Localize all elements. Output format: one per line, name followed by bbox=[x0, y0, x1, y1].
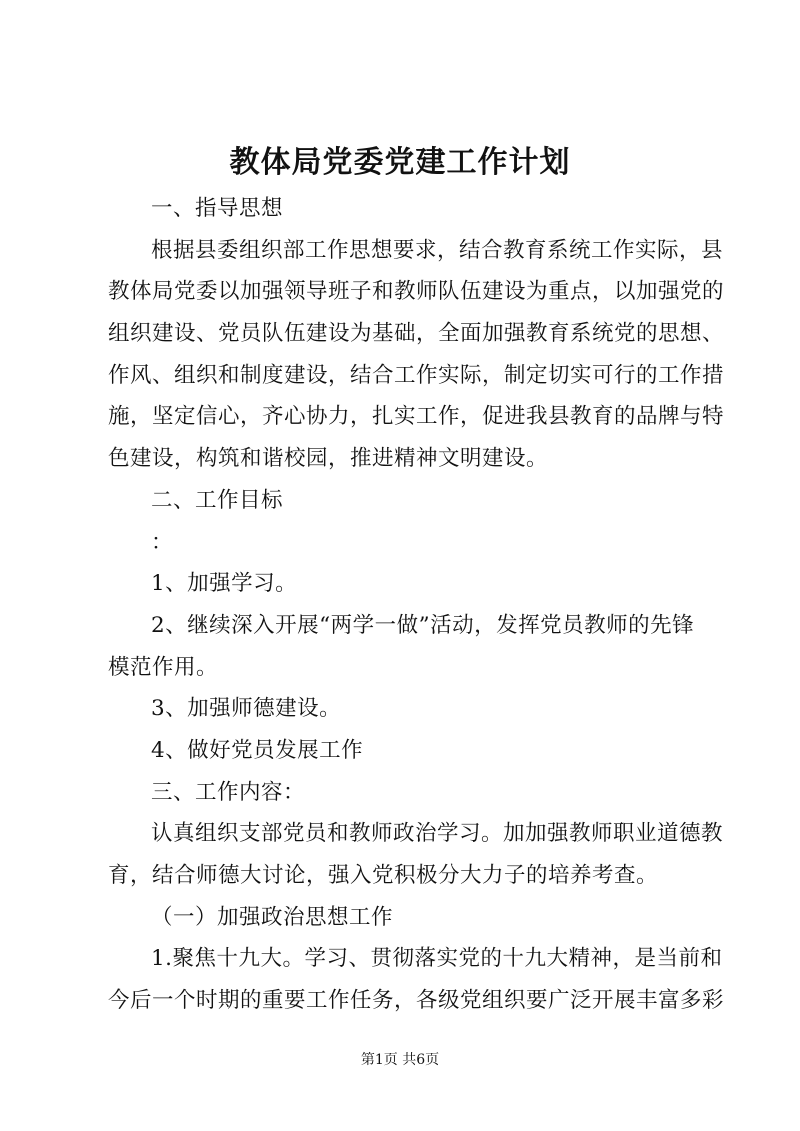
body-line: 育，结合师德大讨论，强入党积极分大力子的培养考查。 bbox=[108, 863, 659, 888]
list-item: 1、加强学习。 bbox=[151, 571, 298, 597]
body-line: 今后一个时期的重要工作任务，各级党组织要广泛开展丰富多彩 bbox=[108, 988, 725, 1014]
list-item: 2、继续深入开展“两学一做”活动，发挥党员教师的先锋 bbox=[151, 612, 695, 638]
document-title: 教体局党委党建工作计划 bbox=[229, 145, 571, 180]
subsection-heading: （一）加强政治思想工作 bbox=[151, 904, 394, 930]
body-line: 认真组织支部党员和教师政治学习。加加强教师职业道德教 bbox=[151, 821, 724, 847]
body-line: 色建设，构筑和谐校园，推进精神文明建设。 bbox=[108, 446, 549, 472]
list-item: 3、加强师德建设。 bbox=[151, 696, 342, 722]
body-line: 施，坚定信心，齐心协力，扎实工作，促进我县教育的品牌与特 bbox=[108, 404, 725, 430]
section-heading: 一、指导思想 bbox=[151, 196, 284, 221]
body-line: 作风、组织和制度建设，结合工作实际，制定切实可行的工作措 bbox=[108, 362, 725, 388]
page-footer: 第1页 共6页 bbox=[360, 1052, 440, 1068]
list-item-continuation: 模范作用。 bbox=[108, 654, 219, 680]
document-body bbox=[108, 188, 725, 1022]
section-heading: 三、工作内容： bbox=[151, 779, 306, 805]
section-heading: 二、工作目标 bbox=[151, 487, 284, 513]
list-item: 4、做好党员发展工作 bbox=[151, 737, 364, 763]
body-line: 1.聚焦十九大。学习、贯彻落实党的十九大精神，是当前和 bbox=[151, 946, 723, 972]
body-line: 组织建设、党员队伍建设为基础，全面加强教育系统党的思想、 bbox=[108, 321, 725, 347]
body-line: ： bbox=[151, 529, 174, 555]
body-line: 根据县委组织部工作思想要求，结合教育系统工作实际，县 bbox=[151, 237, 724, 263]
body-line: 教体局党委以加强领导班子和教师队伍建设为重点，以加强党的 bbox=[108, 279, 725, 305]
